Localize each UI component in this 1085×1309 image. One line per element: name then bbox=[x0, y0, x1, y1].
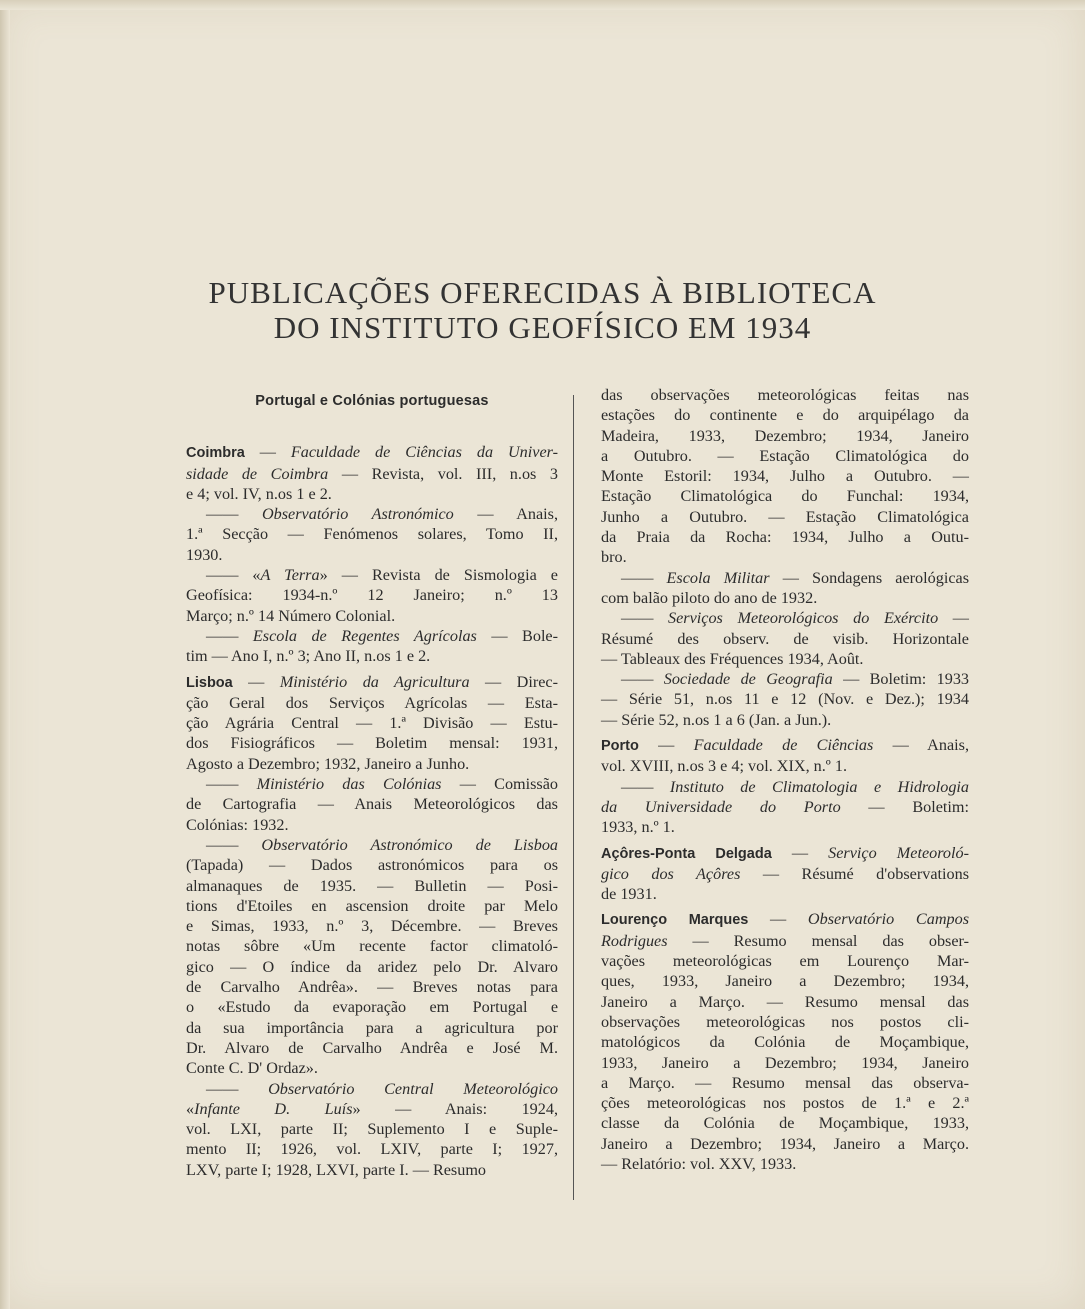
text-run: 1.ª Secção — Fenómenos solares, Tomo II, bbox=[186, 525, 558, 544]
institution-name: sidade de Coimbra bbox=[186, 464, 329, 483]
text-run: Dr. Alvaro de Carvalho Andrêa e José M. bbox=[186, 1038, 558, 1057]
text-line bbox=[186, 713, 558, 733]
text-line bbox=[186, 464, 558, 484]
text-run: — bbox=[232, 672, 280, 691]
text-run: —— bbox=[206, 835, 262, 854]
text-line bbox=[186, 672, 558, 693]
text-line bbox=[206, 1079, 558, 1099]
text-run: ques, 1933, Janeiro a Dezembro; 1934, bbox=[601, 972, 969, 991]
text-run: — Résumé d'observations bbox=[740, 864, 970, 883]
text-line bbox=[601, 1012, 969, 1032]
text-line bbox=[601, 527, 969, 547]
text-run: de Carvalho Andrêa». — Breves notas para bbox=[186, 978, 558, 997]
text-line bbox=[601, 931, 969, 951]
institution-name: gico dos Açôres bbox=[601, 864, 741, 883]
text-run: estações do continente e do arquipélago da bbox=[601, 406, 969, 425]
text-line bbox=[186, 997, 558, 1017]
text-line bbox=[601, 588, 969, 608]
text-run: de 1931. bbox=[601, 885, 657, 904]
text-run: tim — Ano I, n.º 3; Ano II, n.os 1 e 2. bbox=[186, 647, 431, 666]
entry-paragraph bbox=[601, 909, 969, 1174]
institution-name: Instituto de Climatologia e Hidrologia bbox=[669, 777, 970, 796]
text-run: LXV, parte I; 1928, LXVI, parte I. — Resumo bbox=[186, 1160, 487, 1179]
text-line bbox=[186, 1119, 558, 1139]
text-run: almanaques de 1935. — Bulletin — Posi- bbox=[186, 876, 558, 895]
text-run: vol. LXI, parte II; Suplemento I e Suple- bbox=[186, 1120, 558, 1139]
text-run: tions d'Etoiles en ascension droite par Melo bbox=[186, 896, 558, 915]
text-line bbox=[601, 992, 969, 1012]
text-run: — Anais, bbox=[453, 505, 559, 524]
text-line bbox=[601, 689, 969, 709]
text-run: da Praia da Rocha: 1934, Julho a Outu- bbox=[601, 528, 969, 547]
text-run: das observações meteorológicas feitas nas bbox=[601, 386, 969, 404]
institution-name: Escola de Regentes Agrícolas bbox=[252, 626, 477, 645]
text-run: — Tableaux des Fréquences 1934, Août. bbox=[601, 649, 864, 668]
text-run: classe da Colónia de Moçambique, 1933, bbox=[601, 1114, 969, 1133]
text-line bbox=[621, 669, 969, 689]
institution-name: Ministério das Colónias bbox=[256, 775, 442, 794]
text-run: com balão piloto do ano de 1932. bbox=[601, 588, 818, 607]
text-line bbox=[186, 896, 558, 916]
text-line bbox=[601, 1093, 969, 1113]
institution-name: Observatório Central Meteorológico bbox=[268, 1079, 559, 1098]
text-line bbox=[186, 855, 558, 875]
text-line bbox=[601, 1134, 969, 1154]
text-line bbox=[186, 545, 558, 565]
sub-entry-paragraph bbox=[601, 568, 969, 609]
text-run: — bbox=[748, 910, 808, 929]
text-run: — Sondagens aerológicas bbox=[769, 568, 969, 587]
text-run: ção Geral dos Serviços Agrícolas — Esta- bbox=[186, 693, 558, 712]
text-line bbox=[601, 756, 969, 776]
text-line bbox=[601, 649, 969, 669]
text-line bbox=[186, 1058, 558, 1078]
title-line-1: PUBLICAÇÕES OFERECIDAS À BIBLIOTECA bbox=[208, 275, 877, 310]
text-run: gico — O índice da aridez pelo Dr. Alvaro bbox=[186, 957, 558, 976]
text-run: — Revista, vol. III, n.os 3 bbox=[328, 464, 559, 483]
text-run: Conte C. D' Ordaz». bbox=[186, 1059, 318, 1078]
text-run: —— « bbox=[206, 566, 261, 585]
text-line bbox=[186, 876, 558, 896]
institution-name: Escola Militar bbox=[666, 568, 770, 587]
sub-entry-paragraph bbox=[186, 835, 558, 1079]
text-run: — Boletim: bbox=[840, 797, 970, 816]
sub-entry-paragraph bbox=[601, 777, 969, 838]
text-line bbox=[186, 977, 558, 997]
sub-entry-paragraph bbox=[601, 608, 969, 669]
text-line bbox=[601, 864, 969, 884]
text-line bbox=[601, 446, 969, 466]
text-line bbox=[601, 735, 969, 756]
text-line bbox=[601, 843, 969, 864]
right-column-body bbox=[601, 385, 969, 1174]
page-edge-left bbox=[0, 0, 10, 1309]
text-run: Janeiro a Dezembro; 1934, Janeiro a Março. bbox=[601, 1134, 969, 1153]
right-column bbox=[601, 385, 969, 1174]
text-run: Résumé des observ. de visib. Horizontale bbox=[601, 629, 969, 648]
entry-paragraph bbox=[601, 843, 969, 905]
text-line bbox=[621, 608, 969, 628]
text-run: a Outubro. — Estação Climatológica do bbox=[601, 446, 969, 465]
place-name: Lisboa bbox=[186, 674, 233, 691]
institution-name: Observatório Campos bbox=[807, 910, 970, 929]
text-line bbox=[186, 733, 558, 753]
text-run: —— bbox=[206, 775, 257, 794]
text-line bbox=[601, 1032, 969, 1052]
text-line bbox=[601, 385, 969, 405]
text-run: e Simas, 1933, n.º 3, Décembre. — Breves bbox=[186, 917, 558, 936]
institution-name: Serviços Meteorológicos do Exército bbox=[668, 609, 939, 628]
text-line bbox=[601, 466, 969, 486]
text-line bbox=[186, 1018, 558, 1038]
page-title bbox=[0, 275, 1085, 345]
sub-entry-paragraph bbox=[601, 669, 969, 730]
text-run: —— bbox=[621, 670, 664, 689]
sub-entry-paragraph bbox=[186, 1079, 558, 1180]
text-run: ção Agrária Central — 1.ª Divisão — Estu- bbox=[186, 714, 558, 733]
text-line bbox=[186, 1038, 558, 1058]
text-line bbox=[601, 909, 969, 930]
text-run: — Série 51, n.os 11 e 12 (Nov. e Dez.); 1934 bbox=[601, 690, 969, 709]
place-name: Lourenço Marques bbox=[601, 912, 749, 929]
institution-name: Faculdade de Ciências bbox=[693, 736, 874, 755]
text-run: mento II; 1926, vol. LXIV, parte I; 1927, bbox=[186, 1140, 558, 1159]
sub-entry-paragraph bbox=[186, 626, 558, 667]
text-line bbox=[601, 426, 969, 446]
text-run: —— bbox=[621, 777, 670, 796]
text-line bbox=[186, 957, 558, 977]
text-run: observações meteorológicas nos postos cli- bbox=[601, 1012, 969, 1031]
text-run: Agosto a Dezembro; 1932, Janeiro a Junho. bbox=[186, 754, 470, 773]
text-run: — Série 52, n.os 1 a 6 (Jan. a Jun.). bbox=[601, 710, 832, 729]
institution-name: Faculdade de Ciências da Univer- bbox=[290, 443, 558, 462]
text-run: o «Estudo da evaporação em Portugal e bbox=[186, 998, 558, 1017]
place-name: Açôres-Ponta Delgada bbox=[601, 845, 772, 862]
text-run: — Comissão bbox=[441, 775, 558, 794]
left-column-body bbox=[186, 442, 558, 1180]
text-line bbox=[601, 971, 969, 991]
text-line bbox=[621, 568, 969, 588]
text-line bbox=[206, 626, 558, 646]
sub-entry-paragraph bbox=[186, 504, 558, 565]
text-run: a Março. — Resumo mensal das observa- bbox=[601, 1073, 969, 1092]
entry-paragraph bbox=[186, 672, 558, 774]
text-run: vações meteorológicas em Lourenço Mar- bbox=[601, 952, 969, 971]
text-run: — bbox=[638, 736, 694, 755]
institution-name: Observatório Astronómico bbox=[261, 505, 454, 524]
section-heading: Portugal e Colónias portuguesas bbox=[255, 393, 489, 409]
text-run: » — Revista de Sismologia e bbox=[319, 566, 558, 585]
text-line bbox=[206, 835, 558, 855]
text-line bbox=[601, 629, 969, 649]
text-line bbox=[186, 585, 558, 605]
text-line bbox=[186, 1139, 558, 1159]
text-line bbox=[186, 916, 558, 936]
text-line bbox=[601, 951, 969, 971]
text-line bbox=[206, 565, 558, 585]
text-run: 1933, n.º 1. bbox=[601, 818, 675, 837]
text-run: 1930. bbox=[186, 545, 223, 564]
continued-paragraph bbox=[601, 385, 969, 568]
text-line bbox=[186, 936, 558, 956]
institution-name: A Terra bbox=[260, 566, 320, 585]
text-run: — Anais, bbox=[873, 736, 969, 755]
text-line bbox=[186, 484, 558, 504]
text-run: Março; n.º 14 Número Colonial. bbox=[186, 606, 396, 625]
text-line bbox=[186, 815, 558, 835]
text-line bbox=[601, 547, 969, 567]
text-line bbox=[186, 794, 558, 814]
place-name: Coimbra bbox=[186, 445, 245, 462]
text-line bbox=[186, 1160, 558, 1180]
text-line bbox=[186, 693, 558, 713]
text-line bbox=[601, 884, 969, 904]
text-run: Geofísica: 1934-n.º 12 Janeiro; n.º 13 bbox=[186, 586, 558, 605]
institution-name: Ministério da Agricultura bbox=[279, 672, 470, 691]
text-run: — bbox=[771, 843, 829, 862]
text-line bbox=[621, 777, 969, 797]
text-line bbox=[186, 524, 558, 544]
text-line bbox=[601, 507, 969, 527]
institution-name: Observatório Astronómico de Lisboa bbox=[261, 835, 559, 854]
sub-entry-paragraph bbox=[186, 774, 558, 835]
left-column bbox=[186, 385, 558, 1180]
text-run: ções meteorológicas nos postos de 1.ª e 2.ª bbox=[601, 1094, 969, 1113]
text-run: e 4; vol. IV, n.os 1 e 2. bbox=[186, 484, 332, 503]
entry-paragraph bbox=[186, 442, 558, 504]
text-run: dos Fisiográficos — Boletim mensal: 1931, bbox=[186, 734, 558, 753]
text-run: — Bole- bbox=[476, 626, 559, 645]
institution-name: Infante D. Luís bbox=[194, 1099, 353, 1118]
text-run: Colónias: 1932. bbox=[186, 815, 289, 834]
text-line bbox=[186, 1099, 558, 1119]
text-run: Monte Estoril: 1934, Julho a Outubro. — bbox=[601, 467, 969, 486]
text-line bbox=[186, 754, 558, 774]
text-run: —— bbox=[206, 505, 262, 524]
text-line bbox=[601, 1113, 969, 1133]
text-run: (Tapada) — Dados astronómicos para os bbox=[186, 856, 558, 875]
text-line bbox=[186, 606, 558, 626]
text-run: 1933, Janeiro a Dezembro; 1934, Janeiro bbox=[601, 1053, 969, 1072]
text-run: — bbox=[244, 443, 291, 462]
text-line bbox=[601, 1154, 969, 1174]
sub-entry-paragraph bbox=[186, 565, 558, 626]
text-run: matológicos da Colónia de Moçambique, bbox=[601, 1033, 969, 1052]
text-line bbox=[601, 405, 969, 425]
text-line bbox=[186, 442, 558, 463]
text-run: — Boletim: 1933 bbox=[832, 670, 969, 689]
text-run: Madeira, 1933, Dezembro; 1934, Janeiro bbox=[601, 426, 969, 445]
place-name: Porto bbox=[601, 738, 639, 755]
text-line bbox=[601, 486, 969, 506]
text-run: de Cartografia — Anais Meteorológicos das bbox=[186, 795, 558, 814]
institution-name: Rodrigues bbox=[601, 931, 668, 950]
text-line bbox=[601, 710, 969, 730]
text-line bbox=[601, 797, 969, 817]
text-run: bro. bbox=[601, 548, 627, 567]
text-run: —— bbox=[206, 626, 253, 645]
text-line bbox=[601, 817, 969, 837]
text-run: « bbox=[186, 1099, 195, 1118]
text-run: Janeiro a Março. — Resumo mensal das bbox=[601, 992, 969, 1011]
text-run: — bbox=[938, 609, 969, 628]
text-run: — Direc- bbox=[469, 672, 558, 691]
text-line bbox=[601, 1053, 969, 1073]
institution-name: Serviço Meteoroló- bbox=[828, 843, 969, 862]
text-run: —— bbox=[206, 1079, 269, 1098]
text-line bbox=[601, 1073, 969, 1093]
text-run: da sua importância para a agricultura por bbox=[186, 1018, 558, 1037]
text-run: Estação Climatológica do Funchal: 1934, bbox=[601, 487, 969, 506]
text-run: — Relatório: vol. XXV, 1933. bbox=[601, 1154, 797, 1173]
institution-name: da Universidade do Porto bbox=[601, 797, 841, 816]
entry-paragraph bbox=[601, 735, 969, 777]
text-line bbox=[186, 646, 558, 666]
text-run: notas sôbre «Um recente factor climatoló- bbox=[186, 937, 558, 956]
text-run: vol. XVIII, n.os 3 e 4; vol. XIX, n.º 1. bbox=[601, 757, 848, 776]
text-run: Junho a Outubro. — Estação Climatológica bbox=[601, 507, 969, 526]
text-run: —— bbox=[621, 568, 667, 587]
page-edge-top bbox=[0, 0, 1085, 10]
text-run: —— bbox=[621, 609, 669, 628]
text-line bbox=[206, 504, 558, 524]
text-line bbox=[206, 774, 558, 794]
text-run: — Resumo mensal das obser- bbox=[667, 931, 969, 950]
institution-name: Sociedade de Geografia bbox=[663, 670, 833, 689]
title-line-2: DO INSTITUTO GEOFÍSICO EM 1934 bbox=[273, 310, 812, 345]
column-divider bbox=[573, 395, 574, 1200]
text-run: » — Anais: 1924, bbox=[352, 1099, 558, 1118]
